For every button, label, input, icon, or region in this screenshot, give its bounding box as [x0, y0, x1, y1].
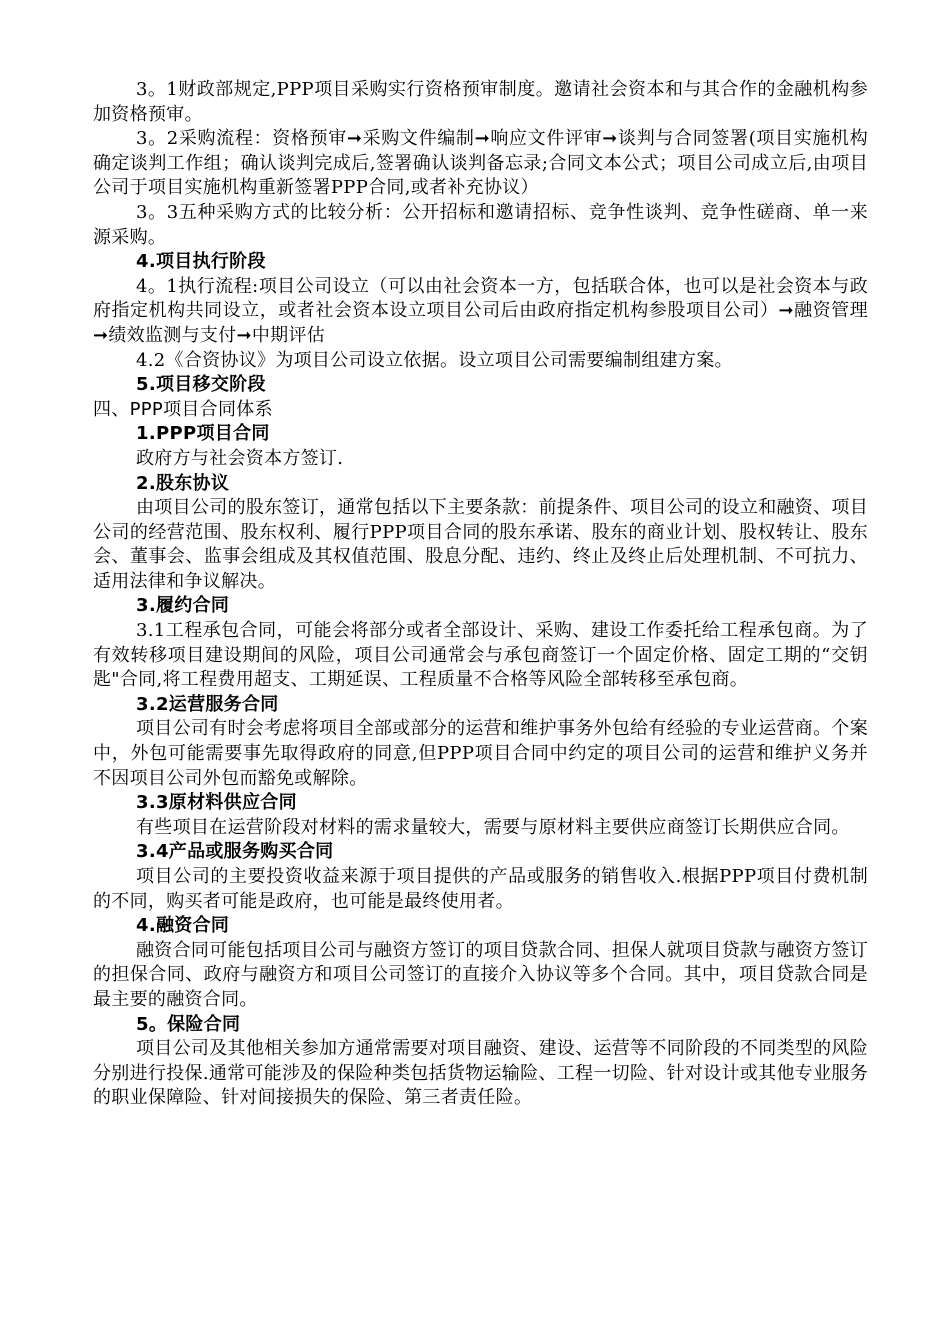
paragraph: 融资合同可能包括项目公司与融资方签订的项目贷款合同、担保人就项目贷款与融资方签订的担保合同、政府与融资方和项目公司签订的直接介入协议等多个合同。其中，项目贷款合同是最主要的融资合同。: [93, 939, 868, 1010]
paragraph: 项目公司的主要投资收益来源于项目提供的产品或服务的销售收入.根据PPP项目付费机制的不同，购买者可能是政府，也可能是最终使用者。: [93, 866, 868, 912]
section-heading: 3.履约合同: [136, 595, 230, 617]
paragraph: 由项目公司的股东签订，通常包括以下主要条款：前提条件、项目公司的设立和融资、项目公司的经营范围、股东权利、履行PPP项目合同的股东承诺、股东的商业计划、股权转让、股东会、董事会、监事会组成及其权值范围、股息分配、违约、终止及终止后处理机制、不可抗力、适用法律和争议解决。: [93, 497, 868, 592]
paragraph: 3。3五种采购方式的比较分析：公开招标和邀请招标、竞争性谈判、竞争性磋商、单一来源采购。: [93, 201, 868, 248]
section-heading: 4.项目执行阶段: [136, 251, 266, 273]
paragraph: 4.2《合资协议》为项目公司设立依据。设立项目公司需要编制组建方案。: [136, 349, 733, 371]
paragraph: 项目公司有时会考虑将项目全部或部分的运营和维护事务外包给有经验的专业运营商。个案中，外包可能需要事先取得政府的同意,但PPP项目合同中约定的项目公司的运营和维护义务并不因项目公司外包而豁免或解除。: [93, 718, 868, 789]
paragraph: 4。1执行流程:项目公司设立（可以由社会资本一方，包括联合体，也可以是社会资本与政府指定机构共同设立，或者社会资本设立项目公司后由政府指定机构参股项目公司）➞融资管理➞绩效监测与支付➞中期评估: [93, 275, 868, 346]
section-heading: 3.3原材料供应合同: [136, 792, 297, 814]
section-heading: 5.项目移交阶段: [136, 374, 266, 396]
paragraph: 3.1工程承包合同，可能会将部分或者全部设计、采购、建设工作委托给工程承包商。为了有效转移项目建设期间的风险，项目公司通常会与承包商签订一个固定价格、固定工期的“交钥匙"合同,将工程费用超支、工期延误、工程质量不合格等风险全部转移至承包商。: [93, 620, 868, 691]
section-heading: 4.融资合同: [136, 915, 230, 937]
section-heading: 3.2运营服务合同: [136, 693, 279, 715]
paragraph: 项目公司及其他相关参加方通常需要对项目融资、建设、运营等不同阶段的不同类型的风险分别进行投保.通常可能涉及的保险种类包括货物运输险、工程一切险、针对设计或其他专业服务的职业保障险、针对间接损失的保险、第三者责任险。: [93, 1038, 868, 1109]
chapter-heading: 四、PPP项目合同体系: [93, 398, 273, 420]
section-heading: 2.股东协议: [136, 472, 230, 494]
section-heading: 1.PPP项目合同: [136, 423, 270, 445]
paragraph: 3。1财政部规定,PPP项目采购实行资格预审制度。邀请社会资本和与其合作的金融机构参加资格预审。: [93, 79, 868, 125]
document-page: [93, 78, 868, 1111]
paragraph: 有些项目在运营阶段对材料的需求量较大，需要与原材料主要供应商签订长期供应合同。: [136, 816, 850, 838]
section-heading: 5。保险合同: [136, 1013, 241, 1035]
paragraph: 3。2采购流程：资格预审➞采购文件编制➞响应文件评审➞谈判与合同签署(项目实施机构确定谈判工作组；确认谈判完成后,签署确认谈判备忘录;合同文本公式；项目公司成立后,由项目公司于项目实施机构重新签署PPP合同,或者补充协议）: [93, 128, 868, 199]
paragraph: 政府方与社会资本方签订.: [136, 447, 344, 469]
section-heading: 3.4产品或服务购买合同: [136, 841, 334, 863]
